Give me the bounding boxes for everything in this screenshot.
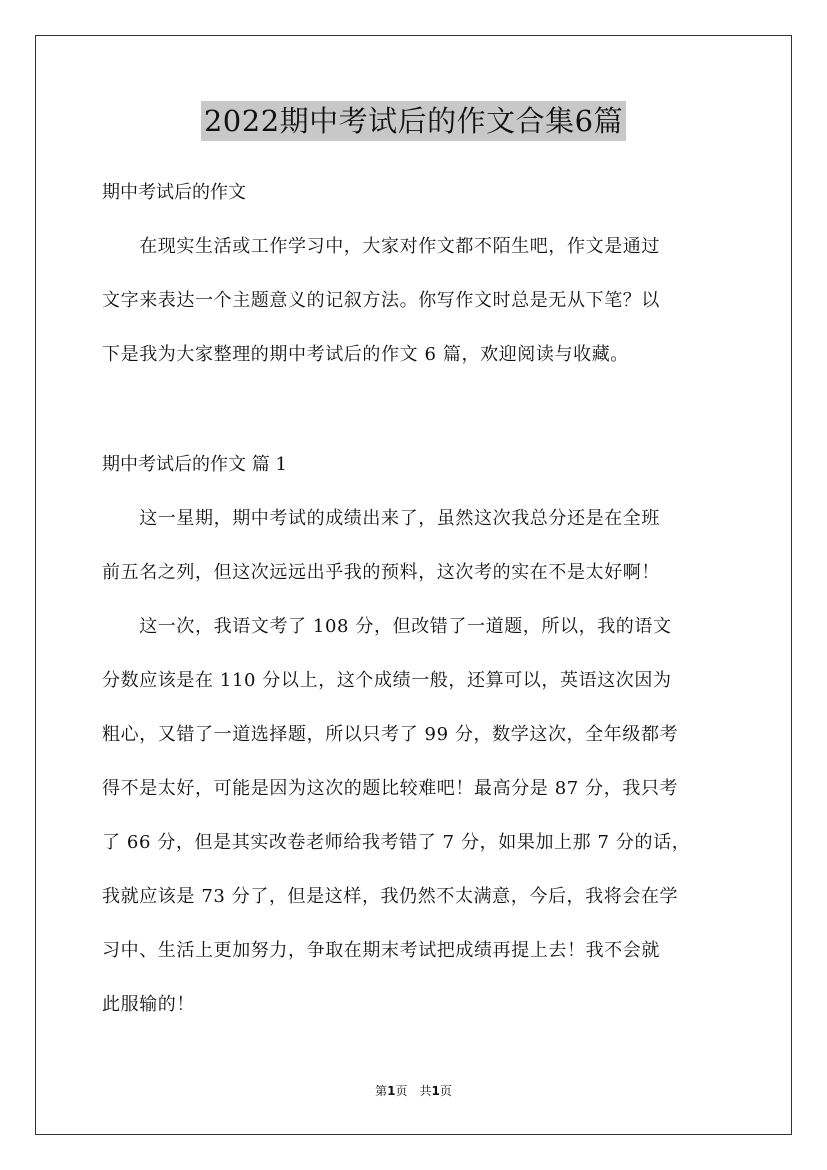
- text-line: 前五名之列，但这次远远出乎我的预料，这次考的实在不是太好啊！: [102, 562, 660, 583]
- intro-heading: 期中考试后的作文: [102, 182, 246, 203]
- text-line: 习中、生活上更加努力，争取在期末考试把成绩再提上去！我不会就: [102, 940, 660, 961]
- text-line: 在现实生活或工作学习中，大家对作文都不陌生吧，作文是通过: [102, 236, 660, 257]
- text-line: 这一星期，期中考试的成绩出来了，虽然这次我总分还是在全班: [102, 508, 660, 529]
- page-suffix: 页: [439, 1084, 452, 1098]
- page-mid: 页 共: [395, 1084, 432, 1098]
- page-total: 1: [431, 1084, 440, 1098]
- section-1-heading: 期中考试后的作文 篇 1: [102, 454, 287, 475]
- text-line: 粗心，又错了一道选择题，所以只考了 99 分，数学这次，全年级都考: [102, 724, 679, 745]
- page-current: 1: [387, 1084, 396, 1098]
- page-footer: [0, 1083, 827, 1099]
- text-line: 得不是太好，可能是因为这次的题比较难吧！最高分是 87 分，我只考: [102, 778, 679, 799]
- page-prefix: 第: [375, 1084, 388, 1098]
- text-line: 此服输的！: [102, 994, 195, 1015]
- section-1-body: [102, 492, 727, 1032]
- text-line: 文字来表达一个主题意义的记叙方法。你写作文时总是无从下笔？以: [102, 290, 660, 311]
- text-line: 了 66 分，但是其实改卷老师给我考错了 7 分，如果加上那 7 分的话，: [102, 832, 691, 853]
- text-line: 我就应该是 73 分了，但是这样，我仍然不太满意，今后，我将会在学: [102, 886, 679, 907]
- text-line: 分数应该是在 110 分以上，这个成绩一般，还算可以，英语这次因为: [102, 670, 672, 691]
- intro-paragraph: [102, 220, 727, 382]
- title-container: [0, 101, 827, 141]
- document-title: 2022期中考试后的作文合集6篇: [201, 101, 626, 141]
- text-line: 这一次，我语文考了 108 分，但改错了一道题，所以，我的语文: [102, 616, 672, 637]
- text-line: 下是我为大家整理的期中考试后的作文 6 篇，欢迎阅读与收藏。: [102, 344, 629, 365]
